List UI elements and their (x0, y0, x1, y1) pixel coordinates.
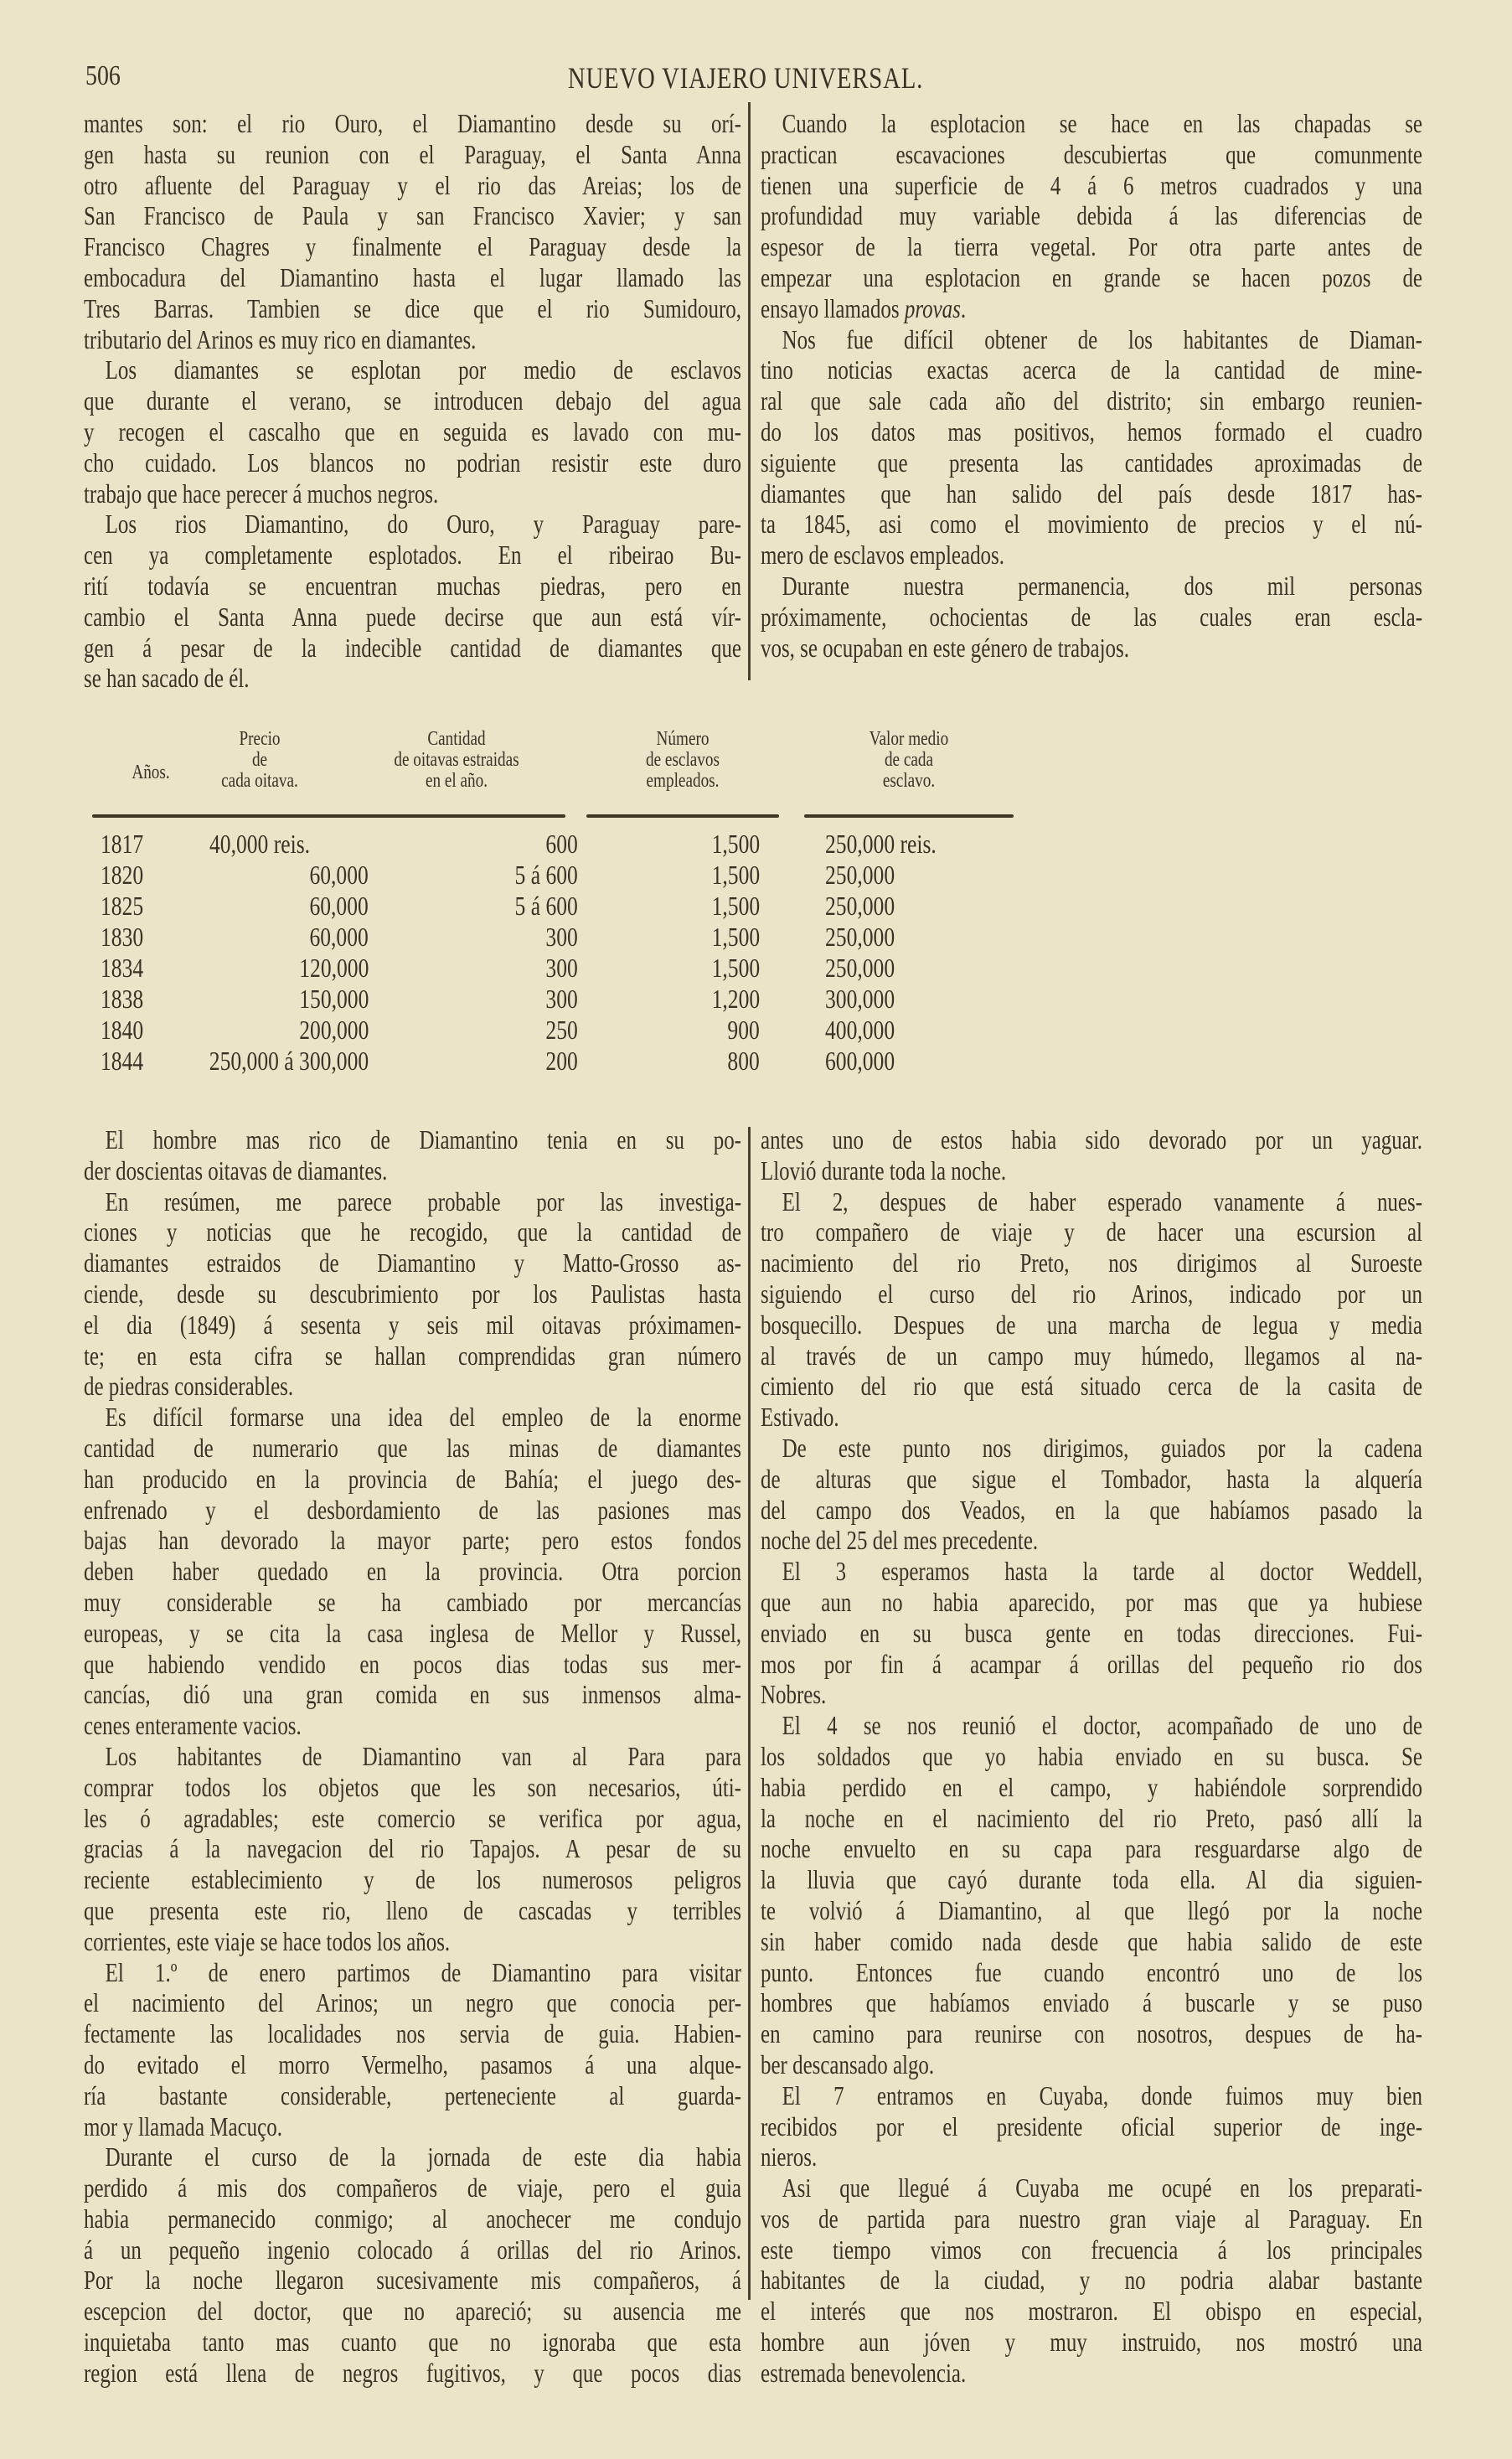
text-line: nieros. (761, 2142, 818, 2172)
table-cell: 250,000 (825, 860, 895, 890)
table-row (101, 953, 1340, 984)
text-line: se han sacado de él. (84, 664, 250, 694)
table-header-cell: de cada (884, 749, 934, 771)
table-cell: 250,000 á 300,000 (209, 1046, 369, 1076)
table-header-cell: de (251, 749, 268, 771)
table-cell: 800 (727, 1046, 760, 1076)
column-text (761, 109, 1422, 664)
table-cell: 120,000 (298, 953, 369, 983)
column-divider-top (748, 102, 751, 680)
text-line: El 4 se nos reunió el doctor, acompañado de uno de (782, 1711, 1422, 1741)
table-cell: 5 á 600 (514, 891, 578, 921)
table-header-cell: Número (656, 728, 710, 750)
text-line: diamantes estraidos de Diamantino y Matto-Grosso as- (84, 1248, 741, 1279)
text-line: te; en esta cifra se hallan comprendidas gran número (84, 1341, 741, 1371)
table-cell: 250,000 (825, 953, 895, 983)
text-line: comprar todos los objetos que les son necesarios, úti- (84, 1772, 741, 1802)
table-cell: 200,000 (298, 1015, 369, 1045)
table-cell: 1820 (101, 860, 144, 890)
text-line: trabajo que hace perecer á muchos negros. (84, 478, 439, 509)
column-text (84, 1125, 741, 2389)
text-line: ber descansado algo. (761, 2049, 935, 2079)
text-line: que presenta este rio, lleno de cascadas y terribles (84, 1895, 741, 1925)
table-cell: 300 (545, 953, 578, 983)
text-line: ciones y noticias que he recogido, que la cantidad de (84, 1217, 741, 1248)
text-line: reciente establecimiento y de los numerosos peligros (84, 1865, 741, 1895)
text-line: cancías, dió una gran comida en sus inmensos alma- (84, 1680, 741, 1710)
text-line: Los rios Diamantino, do Ouro, y Paraguay pare- (105, 509, 742, 540)
text-line: cho cuidado. Los blancos no podrian resistir este duro (84, 447, 741, 478)
text-line: europeas, y se cita la casa inglesa de Mellor y Russel, (84, 1618, 741, 1648)
diamond-production-table (101, 728, 1340, 1081)
italic-term: provas (904, 293, 961, 323)
text-line: Tres Barras. Tambien se dice que el rio Sumidouro, (84, 293, 741, 323)
text-line: habitantes de la ciudad, y no podria alabar bastante (761, 2265, 1422, 2296)
table-cell: 900 (727, 1015, 760, 1045)
text-line: El 3 esperamos hasta la tarde al doctor Weddell, (782, 1557, 1422, 1587)
text-line: estremada benevolencia. (761, 2358, 967, 2388)
table-cell: 1,500 (711, 829, 760, 859)
text-line: la lluvia que cayó durante toda ella. Al dia siguien- (761, 1865, 1422, 1895)
text-line: del campo dos Veados, en la que habíamos pasado la (761, 1495, 1422, 1525)
table-cell: 250,000 reis. (825, 829, 937, 859)
table-cell: 1834 (101, 953, 144, 983)
text-line: enviado en su busca gente en todas direcciones. Fui- (761, 1618, 1422, 1648)
text-line: ciende, desde su descubrimiento por los Paulistas hasta (84, 1279, 741, 1309)
text-line: profundidad muy variable debida á las diferencias de (761, 201, 1422, 231)
text-line: punto. Entonces fue cuando encontró uno de los (761, 1957, 1422, 1987)
table-header-rule (804, 814, 1014, 818)
text-line: Durante el curso de la jornada de este dia habia (105, 2142, 742, 2172)
text-line: vos, se ocupaban en este género de trabajos. (761, 633, 1129, 663)
text-line: gen á pesar de la indecible cantidad de diamantes que (84, 633, 741, 663)
text-line: practican escavaciones descubiertas que comunmente (761, 139, 1422, 169)
table-row (101, 860, 1340, 891)
table-cell: 400,000 (825, 1015, 895, 1045)
table-cell: 600,000 (825, 1046, 895, 1076)
table-cell: 60,000 (309, 891, 369, 921)
text-line: perdido á mis dos compañeros de viaje, pero el guia (84, 2173, 741, 2203)
table-header-cell: Valor medio (869, 728, 949, 750)
text-line: El hombre mas rico de Diamantino tenia en su po- (105, 1125, 742, 1155)
text-line: do los datos mas positivos, hemos formado el cuadro (761, 416, 1422, 447)
text-line: do evitado el morro Vermelho, pasamos á una alque- (84, 2049, 741, 2079)
text-line: De este punto nos dirigimos, guiados por la cadena (782, 1433, 1422, 1463)
text-line: gen hasta su reunion con el Paraguay, el Santa Anna (84, 139, 741, 169)
text-line: el dia (1849) á sesenta y seis mil oitavas próximamen- (84, 1310, 741, 1340)
table-cell: 1844 (101, 1046, 144, 1076)
table-cell: 1830 (101, 922, 144, 952)
table-cell: 1,200 (711, 984, 760, 1014)
text-line: Cuando la esplotacion se hace en las chapadas se (782, 109, 1422, 138)
column-bottom-right (761, 1125, 1422, 2389)
page-header (84, 60, 1407, 104)
text-line: corrientes, este viaje se hace todos los años. (84, 1926, 451, 1956)
table-cell: 5 á 600 (514, 860, 578, 890)
text-line: siguiendo el curso del rio Arinos, indicado por un (761, 1279, 1422, 1309)
table-row (101, 1015, 1340, 1046)
text-line: mos por fin á acampar á orillas del pequeño rio dos (761, 1649, 1422, 1679)
table-header-cell: de esclavos (646, 749, 720, 771)
table-header-cell: Años. (132, 762, 170, 783)
text-line: habia perdido en el campo, y habiéndole sorprendido (761, 1772, 1422, 1802)
text-line: noche envuelto en su capa para resguardarse algo de (761, 1834, 1422, 1864)
table-cell: 250,000 (825, 922, 895, 952)
text-line: sin haber comido nada desde que habia salido de este (761, 1926, 1422, 1956)
text-line: mero de esclavos empleados. (761, 540, 1004, 571)
text-line: de alturas que sigue el Tombador, hasta la alquería (761, 1464, 1422, 1494)
table-cell: 300 (545, 984, 578, 1014)
table-cell: 60,000 (309, 922, 369, 952)
text-line: Nos fue difícil obtener de los habitantes de Diaman- (782, 324, 1422, 354)
text-line: muy considerable se ha cambiado por mercancías (84, 1587, 741, 1617)
text-line: mantes son: el rio Ouro, el Diamantino desde su orí- (84, 109, 741, 138)
text-line: Los habitantes de Diamantino van al Para para (105, 1741, 742, 1771)
table-header-cell: esclavo. (882, 770, 936, 792)
text-line: Asi que llegué á Cuyaba me ocupé en los preparati- (782, 2173, 1422, 2203)
table-header-rule (586, 814, 779, 818)
table-cell: 40,000 reis. (209, 829, 311, 859)
text-line: gracias á la navegacion del rio Tapajos. A pesar de su (84, 1834, 741, 1864)
text-line: ta 1845, asi como el movimiento de precios y el nú- (761, 509, 1422, 540)
text-line: inquietaba tanto mas cuanto que no ignoraba que esta (84, 2327, 741, 2358)
table-header-rule (348, 814, 565, 818)
table-header-cell: Precio (239, 728, 281, 750)
table-cell: 250 (545, 1015, 578, 1045)
text-line: En resúmen, me parece probable por las investiga- (105, 1186, 742, 1217)
text-line: espesor de la tierra vegetal. Por otra parte antes de (761, 232, 1422, 262)
text-line: region está llena de negros fugitivos, y que pocos dias (84, 2358, 741, 2388)
text-line: Por la noche llegaron sucesivamente mis compañeros, á (84, 2265, 741, 2296)
column-top-left (84, 109, 741, 695)
text-line: Es difícil formarse una idea del empleo de la enorme (105, 1403, 742, 1433)
text-line: tienen una superficie de 4 á 6 metros cuadrados y una (761, 170, 1422, 200)
text-line: Llovió durante toda la noche. (761, 1155, 1007, 1186)
table-cell: 1838 (101, 984, 144, 1014)
text-line (761, 294, 1422, 325)
text-line: antes uno de estos habia sido devorado por un yaguar. (761, 1125, 1422, 1155)
table-cell: 150,000 (298, 984, 369, 1014)
text-line: el interés que nos mostraron. El obispo en especial, (761, 2296, 1422, 2327)
text-line: que habiendo vendido en pocos dias todas sus mer- (84, 1649, 741, 1679)
text-line: deben haber quedado en la provincia. Otra porcion (84, 1557, 741, 1587)
page-number: 506 (85, 60, 121, 91)
text-line: El 2, despues de haber esperado vanamente á nues- (782, 1186, 1422, 1217)
table-row (101, 922, 1340, 953)
table-cell: 1825 (101, 891, 144, 921)
column-bottom-left (84, 1125, 741, 2389)
text-line: el nacimiento del Arinos; un negro que conocia per- (84, 1988, 741, 2018)
table-cell: 1817 (101, 829, 144, 859)
text-line: al través de un campo muy húmedo, llegamos al na- (761, 1341, 1422, 1371)
text-line: habia permanecido conmigo; al anochecer me condujo (84, 2203, 741, 2234)
running-title: NUEVO VIAJERO UNIVERSAL. (567, 61, 924, 95)
text-line: El 7 entramos en Cuyaba, donde fuimos muy bien (782, 2080, 1422, 2110)
text-line: diamantes que han salido del país desde 1817 has- (761, 478, 1422, 509)
table-cell: 250,000 (825, 891, 895, 921)
text-line: nacimiento del rio Preto, nos dirigimos al Suroeste (761, 1248, 1422, 1279)
text-line: cenes enteramente vacios. (84, 1711, 302, 1741)
table-header-cell: Cantidad (427, 728, 486, 750)
table-cell: 60,000 (309, 860, 369, 890)
text-line: hombre aun jóven y muy instruido, nos mostró una (761, 2327, 1422, 2358)
table-cell: 300 (545, 922, 578, 952)
text-line: les ó agradables; este comercio se verifica por agua, (84, 1803, 741, 1833)
table-header-cell: en el año. (425, 770, 488, 792)
text-line: que aun no habia aparecido, por mas que ya hubiese (761, 1587, 1422, 1617)
text-line: noche del 25 del mes precedente. (761, 1526, 1039, 1556)
table-header-cell: cada oitava. (221, 770, 298, 792)
text-line: rití todavía se encuentran muchas piedras, pero en (84, 571, 741, 601)
text-line: Estivado. (761, 1403, 839, 1433)
text-line: te volvió á Diamantino, al que llegó por la noche (761, 1895, 1422, 1925)
column-divider-bottom (748, 1127, 751, 2300)
text-line: la noche en el nacimiento del rio Preto, pasó allí la (761, 1803, 1422, 1833)
text-line: otro afluente del Paraguay y el rio das Areias; los de (84, 170, 741, 200)
table-cell: 1,500 (711, 891, 760, 921)
column-top-right (761, 109, 1422, 664)
table-row (101, 829, 1340, 860)
table-header-cell: empleados. (646, 770, 720, 792)
column-text (84, 109, 741, 695)
text-line: de piedras considerables. (84, 1372, 294, 1402)
column-text (761, 1125, 1422, 2389)
table-row (101, 891, 1340, 922)
text-line: empezar una esplotacion en grande se hacen pozos de (761, 262, 1422, 292)
table-cell: 300,000 (825, 984, 895, 1014)
text-line: hombres que habíamos enviado á buscarle y se puso (761, 1988, 1422, 2018)
table-cell: 1,500 (711, 953, 760, 983)
text-line: en camino para reunirse con nosotros, despues de ha- (761, 2019, 1422, 2049)
text-line: cambio el Santa Anna puede decirse que aun está vír- (84, 602, 741, 632)
text-line: que durante el verano, se introducen debajo del agua (84, 386, 741, 416)
text-line: San Francisco de Paula y san Francisco Xavier; y san (84, 201, 741, 231)
text-line: Francisco Chagres y finalmente el Paraguay desde la (84, 232, 741, 262)
text-line: bajas han devorado la mayor parte; pero estos fondos (84, 1526, 741, 1556)
text-line: recibidos por el presidente oficial superior de inge- (761, 2111, 1422, 2141)
text-line: Durante nuestra permanencia, dos mil personas (782, 571, 1422, 601)
text-line: embocadura del Diamantino hasta el lugar llamado las (84, 262, 741, 292)
text-line: der doscientas oitavas de diamantes. (84, 1155, 388, 1186)
text-line: ría bastante considerable, perteneciente al guarda- (84, 2080, 741, 2110)
text-line: cen ya completamente esplotados. En el ribeirao Bu- (84, 540, 741, 571)
text-line: y recogen el cascalho que en seguida es lavado con mu- (84, 416, 741, 447)
table-row (101, 984, 1340, 1015)
text-line: fectamente las localidades nos servia de guia. Habien- (84, 2019, 741, 2049)
text-line: enfrenado y el desbordamiento de las pasiones mas (84, 1495, 741, 1525)
text-line: El 1.º de enero partimos de Diamantino para visitar (105, 1957, 742, 1987)
text-line: mor y llamada Macuço. (84, 2111, 282, 2141)
text-line: cimiento del rio que está situado cerca de la casita de (761, 1372, 1422, 1402)
text-line: han producido en la provincia de Bahía; el juego des- (84, 1464, 741, 1494)
text-line: siguiente que presenta las cantidades aproximadas de (761, 447, 1422, 478)
text-line: ral que sale cada año del distrito; sin embargo reunien- (761, 386, 1422, 416)
text-line: escepcion del doctor, que no apareció; su ausencia me (84, 2296, 741, 2327)
table-cell: 1,500 (711, 860, 760, 890)
text-line: bosquecillo. Despues de una marcha de legua y media (761, 1310, 1422, 1340)
text-line: vos de partida para nuestro gran viaje al Paraguay. En (761, 2203, 1422, 2234)
text-line: tributario del Arinos es muy rico en diamantes. (84, 324, 477, 354)
table-header-cell: de oitavas estraidas (394, 749, 519, 771)
text-line: Los diamantes se esplotan por medio de esclavos (105, 355, 742, 385)
text-line: tino noticias exactas acerca de la cantidad de mine- (761, 355, 1422, 385)
text-line: próximamente, ochocientas de las cuales eran escla- (761, 602, 1422, 632)
table-cell: 1840 (101, 1015, 144, 1045)
text-line: ensayo llamados (761, 293, 905, 323)
text-line: Nobres. (761, 1680, 827, 1710)
table-cell: 1,500 (711, 922, 760, 952)
table-row (101, 1046, 1340, 1077)
table-cell: 200 (545, 1046, 578, 1076)
text-line: á un pequeño ingenio colocado á orillas del rio Arinos. (84, 2234, 741, 2265)
text-line: los soldados que yo habia enviado en su busca. Se (761, 1741, 1422, 1771)
text-line: este tiempo vimos con frecuencia á los principales (761, 2234, 1422, 2265)
text-line: tro compañero de viaje y de hacer una escursion al (761, 1217, 1422, 1248)
table-header-rule (159, 814, 360, 818)
punctuation: . (960, 293, 967, 323)
text-line: cantidad de numerario que las minas de diamantes (84, 1433, 741, 1463)
table-cell: 600 (545, 829, 578, 859)
